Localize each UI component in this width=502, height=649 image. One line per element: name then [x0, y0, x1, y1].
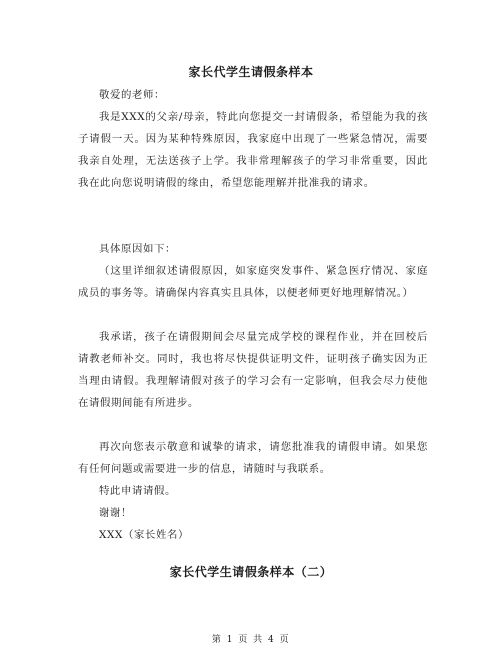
greeting: 敬爱的老师：: [99, 89, 165, 101]
reason-detail: （这里详细叙述请假原因，如家庭突发事件、紧急医疗情况、家庭成员的事务等。请确保内容真实且具体，以便老师更好地理解情况。）: [78, 265, 428, 299]
second-sample-title: 家长代学生请假条样本（二）: [169, 565, 333, 579]
page-number-footer: 第 1 页 共 4 页: [211, 635, 291, 645]
paragraph-closing-request: 再次向您表示敬意和诚挚的请求，请您批准我的请假申请。如果您有任何问题或需要进一步的信息，请随时与我联系。: [78, 441, 428, 475]
paragraph-request: 我是XXX的父亲/母亲，特此向您提交一封请假条，希望能为我的孩子请假一天。因为某种特殊原因，我家庭中出现了一些紧急情况，需要我亲自处理，无法送孩子上学。我非常理解孩子的学习非常重要，因此我在此向您说明请假的缘由，希望您能理解并批准我的请求。: [78, 111, 428, 189]
thanks-line: 谢谢！: [99, 507, 132, 519]
closing-line: 特此申请请假。: [99, 485, 176, 497]
reason-heading: 具体原因如下：: [99, 243, 176, 255]
paragraph-promise: 我承诺，孩子在请假期间会尽量完成学校的课程作业，并在回校后请教老师补交。同时，我也将尽快提供证明文件，证明孩子确实因为正当理由请假。我理解请假对孩子的学习会有一定影响，但我会尽力使他在请假期间能有所进步。: [78, 331, 428, 409]
signature: XXX（家长姓名）: [99, 529, 189, 541]
document-title: 家长代学生请假条样本: [188, 65, 314, 79]
